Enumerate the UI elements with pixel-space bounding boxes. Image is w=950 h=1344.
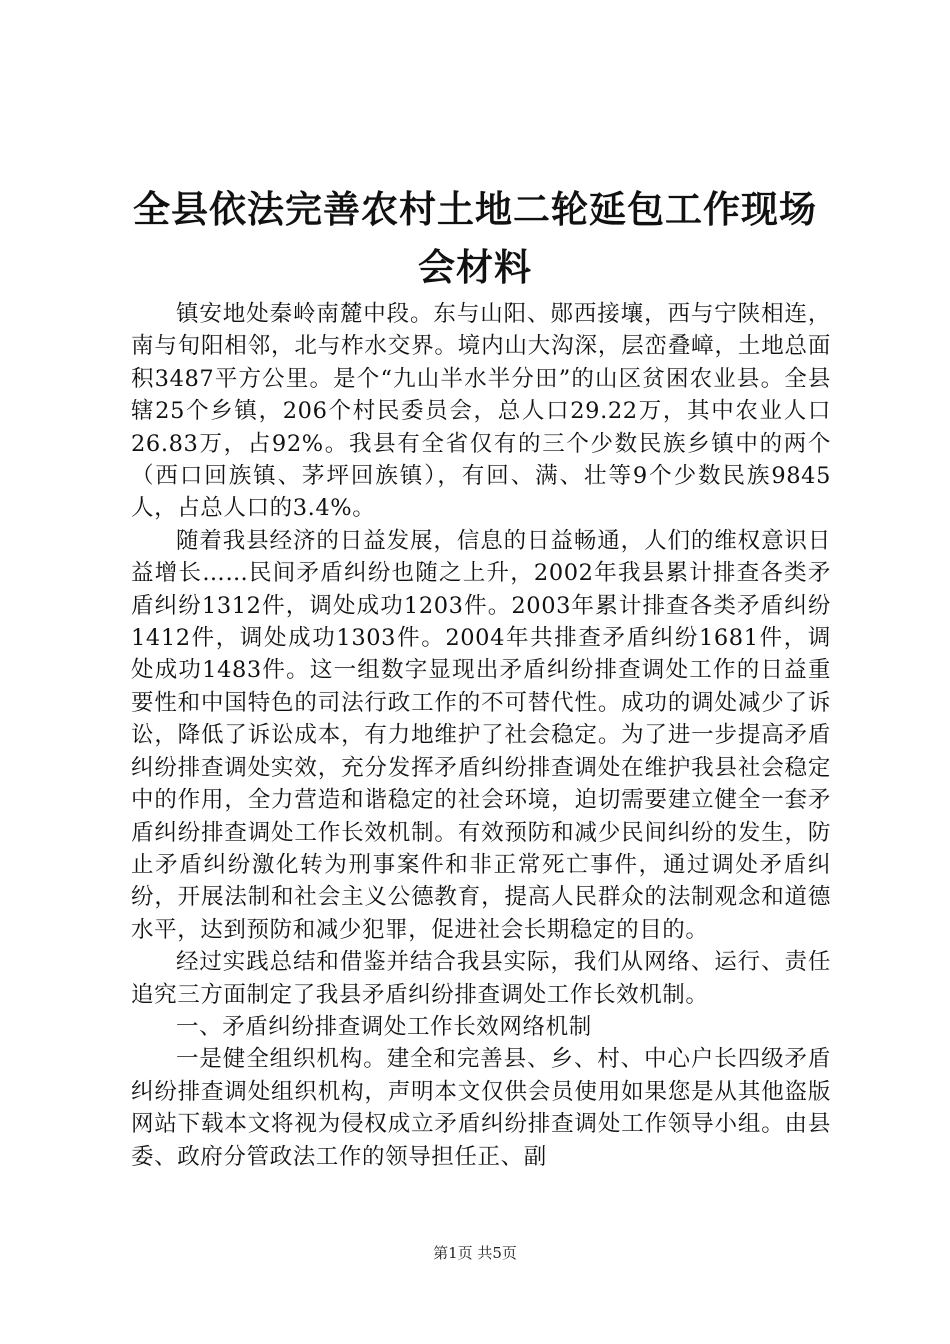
- paragraph-background: 随着我县经济的日益发展，信息的日益畅通，人们的维权意识日益增长……民间矛盾纠纷也随之上升，2002年我县累计排查各类矛盾纠纷1312件，调处成功1203件。2003年累计排查各类矛盾纠纷1412件，调处成功1303件。2004年共排查矛盾纠纷1681件，调处成功1483件。这一组数字显现出矛盾纠纷排查调处工作的日益重要性和中国特色的司法行政工作的不可替代性。成功的调处减少了诉讼，降低了诉讼成本，有力地维护了社会稳定。为了进一步提高矛盾纠纷排查调处实效，充分发挥矛盾纠纷排查调处在维护我县社会稳定中的作用，全力营造和谐稳定的社会环境，迫切需要建立健全一套矛盾纠纷排查调处工作长效机制。有效预防和减少民间纠纷的发生，防止矛盾纠纷激化转为刑事案件和非正常死亡事件，通过调处矛盾纠纷，开展法制和社会主义公德教育，提高人民群众的法制观念和道德水平，达到预防和减少犯罪，促进社会长期稳定的目的。: [131, 527, 831, 943]
- page-title: 全县依法完善农村土地二轮延包工作现场会材料: [133, 187, 817, 289]
- paragraph-overview: 镇安地处秦岭南麓中段。东与山阳、郧西接壤，西与宁陕相连，南与旬阳相邻，北与柞水交界。境内山大沟深，层峦叠嶂，土地总面积3487平方公里。是个“九山半水半分田”的山区贫困农业县。全县辖25个乡镇，206个村民委员会，总人口29.22万，其中农业人口26.83万，占92%。我县有全省仅有的三个少数民族乡镇中的两个（西口回族镇、茅坪回族镇），有回、满、壮等9个少数民族9845人，占总人口的3.4%。: [131, 301, 831, 522]
- document-body: [131, 298, 831, 1173]
- section-heading: 一、矛盾纠纷排查调处工作长效网络机制: [176, 1013, 592, 1040]
- page-number-footer: 第1页 共5页: [433, 1244, 517, 1262]
- paragraph-organization: 一是健全组织机构。建全和完善县、乡、村、中心户长四级矛盾纠纷排查调处组织机构，声明本文仅供会员使用如果您是从其他盗版网站下载本文将视为侵权成立矛盾纠纷排查调处工作领导小组。由县委、政府分管政法工作的领导担任正、副: [131, 1046, 831, 1170]
- paragraph-summary: 经过实践总结和借鉴并结合我县实际，我们从网络、运行、责任追究三方面制定了我县矛盾纠纷排查调处工作长效机制。: [131, 949, 831, 1008]
